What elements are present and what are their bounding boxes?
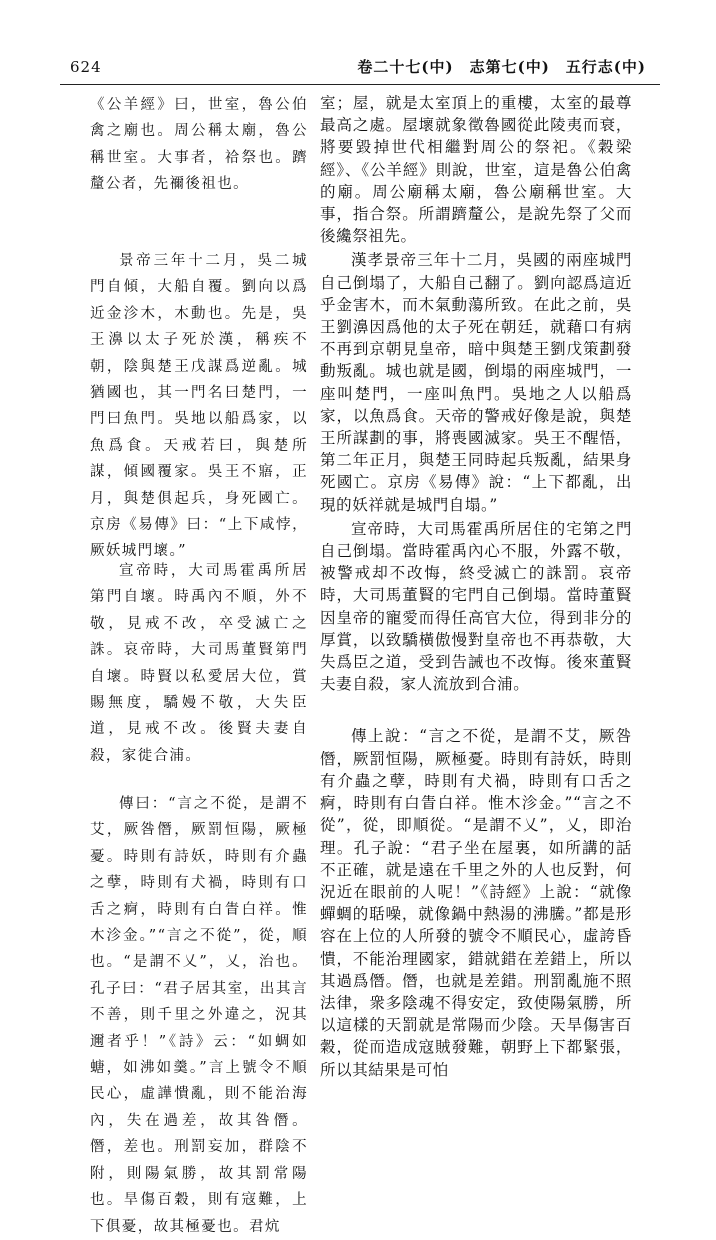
classical-paragraph-3: 宣帝時，大司馬霍禹所居第門自壞。時禹內不順，外不敬，見戒不改，卒受滅亡之誅。哀帝時，大司馬董賢第門自壞。時賢以私愛居大位，賞賜無度，驕嫚不敬，大失臣道，見戒不改。後賢夫妻自殺，家徙合浦。 xyxy=(90,563,308,764)
translation-column xyxy=(320,92,632,1081)
translation-paragraph-4: 傳上說：“言之不從，是謂不艾，厥咎僭，厥罰恒陽，厥極憂。時則有詩妖，時則有介蟲之孽，時則有犬禍，時則有口舌之痾，時則有白眚白祥。惟木沴金。”“言之不從”，從，即順從。“是謂不乂”，乂，即治理。孔子說：“君子坐在屋裏，如所講的話不正確，就是遠在千里之外的人也反對，何況近在眼前的人呢！”《詩經》上說：“就像蟬蜩的聒噪，就像鍋中熱湯的沸騰。”都是形容在上位的人所發的號令不順民心，虛誇昏憒，不能治理國家，錯就錯在差錯上，所以其過爲僭。僭，也就是差錯。刑罰亂施不照法律，衆多陰魂不得安定，致使陽氣勝，所以這樣的天罰就是常陽而少陰。天旱傷害百穀，從而造成寇賊發難，朝野上下都緊張，所以其結果是可怕 xyxy=(320,727,632,1079)
page-number: 624 xyxy=(70,58,102,76)
classical-paragraph-1: 《公羊經》曰，世室，魯公伯禽之廟也。周公稱太廟，魯公稱世室。大事者，祫祭也。躋釐公者，先禰後祖也。 xyxy=(90,97,308,193)
classical-paragraph-4: 傳曰：“言之不從，是謂不艾，厥咎僭，厥罰恒陽，厥極憂。時則有詩妖，時則有介蟲之孽，時則有犬禍，時則有口舌之痾，時則有白眚白祥。惟木沴金。”“言之不從”，從，順也。“是謂不乂”，乂，治也。孔子曰：“君子居其室，出其言不善，則千里之外違之，況其邇者乎！”《詩》云：“如蜩如螗，如沸如羹。”言上號令不順民心，虛譁憒亂，則不能治海內，失在過差，故其咎僭。僭，差也。刑罰妄加，群陰不附，則陽氣勝，故其罰常陽也。旱傷百穀，則有寇難，上下俱憂，故其極憂也。君炕 xyxy=(90,796,308,1235)
translation-paragraph-2: 漢孝景帝三年十二月，吳國的兩座城門自己倒塌了，大船自己翻了。劉向認爲這近乎金害木，而木氣動蕩所致。在此之前，吳王劉濞因爲他的太子死在朝廷，就藉口有病不再到京朝見皇帝，暗中與楚王劉戊策劃發動叛亂。城也就是國，倒塌的兩座城門，一座叫楚門，一座叫魚門。吳地之人以船爲家，以魚爲食。天帝的警戒好像是說，與楚王所謀劃的事，將喪國滅家。吳王不醒悟，第二年正月，與楚王同時起兵叛亂，結果身死國亡。京房《易傳》說：“上下都亂，出現的妖祥就是城門自塌。” xyxy=(320,251,632,514)
header-rule xyxy=(60,84,660,85)
classical-text-column xyxy=(90,92,308,1240)
spacer xyxy=(90,224,308,248)
classical-paragraph-2: 景帝三年十二月，吳二城門自傾，大船自覆。劉向以爲近金沴木，木動也。先是，吳王濞以太子死於漢，稱疾不朝，陰與楚王戊謀爲逆亂。城猶國也，其一門名曰楚門，一門曰魚門。吳地以船爲家，以魚爲食。天戒若曰，與楚所謀，傾國覆家。吳王不寤，正月，與楚俱起兵，身死國亡。京房《易傳》曰：“上下咸悖，厥妖城門壞。” xyxy=(90,253,308,560)
translation-paragraph-3: 宣帝時，大司馬霍禹所居住的宅第之門自己倒塌。當時霍禹內心不服，外露不敬，被警戒却不改悔，終受滅亡的誅罰。哀帝時，大司馬董賢的宅門自己倒塌。當時董賢因皇帝的寵愛而得任高官大位，得到非分的厚賞，以致驕橫傲慢對皇帝也不再恭敬，大失爲臣之道，受到告誡也不改悔。後來董賢夫妻自殺，家人流放到合浦。 xyxy=(320,519,632,694)
running-head: 卷二十七(中) 志第七(中) 五行志(中) xyxy=(357,58,646,76)
translation-paragraph-1: 室；屋，就是太室頂上的重樓，太室的最尊最高之處。屋壞就象徵魯國從此陵夷而衰，將要毀掉世代相繼對周公的祭祀。《穀梁經》、《公羊經》則說，世室，這是魯公伯禽的廟。周公廟稱太廟，魯公廟稱世室。大事，指合祭。所謂躋釐公，是說先祭了父而後纔祭祖先。 xyxy=(320,94,632,246)
page-header xyxy=(0,0,716,84)
